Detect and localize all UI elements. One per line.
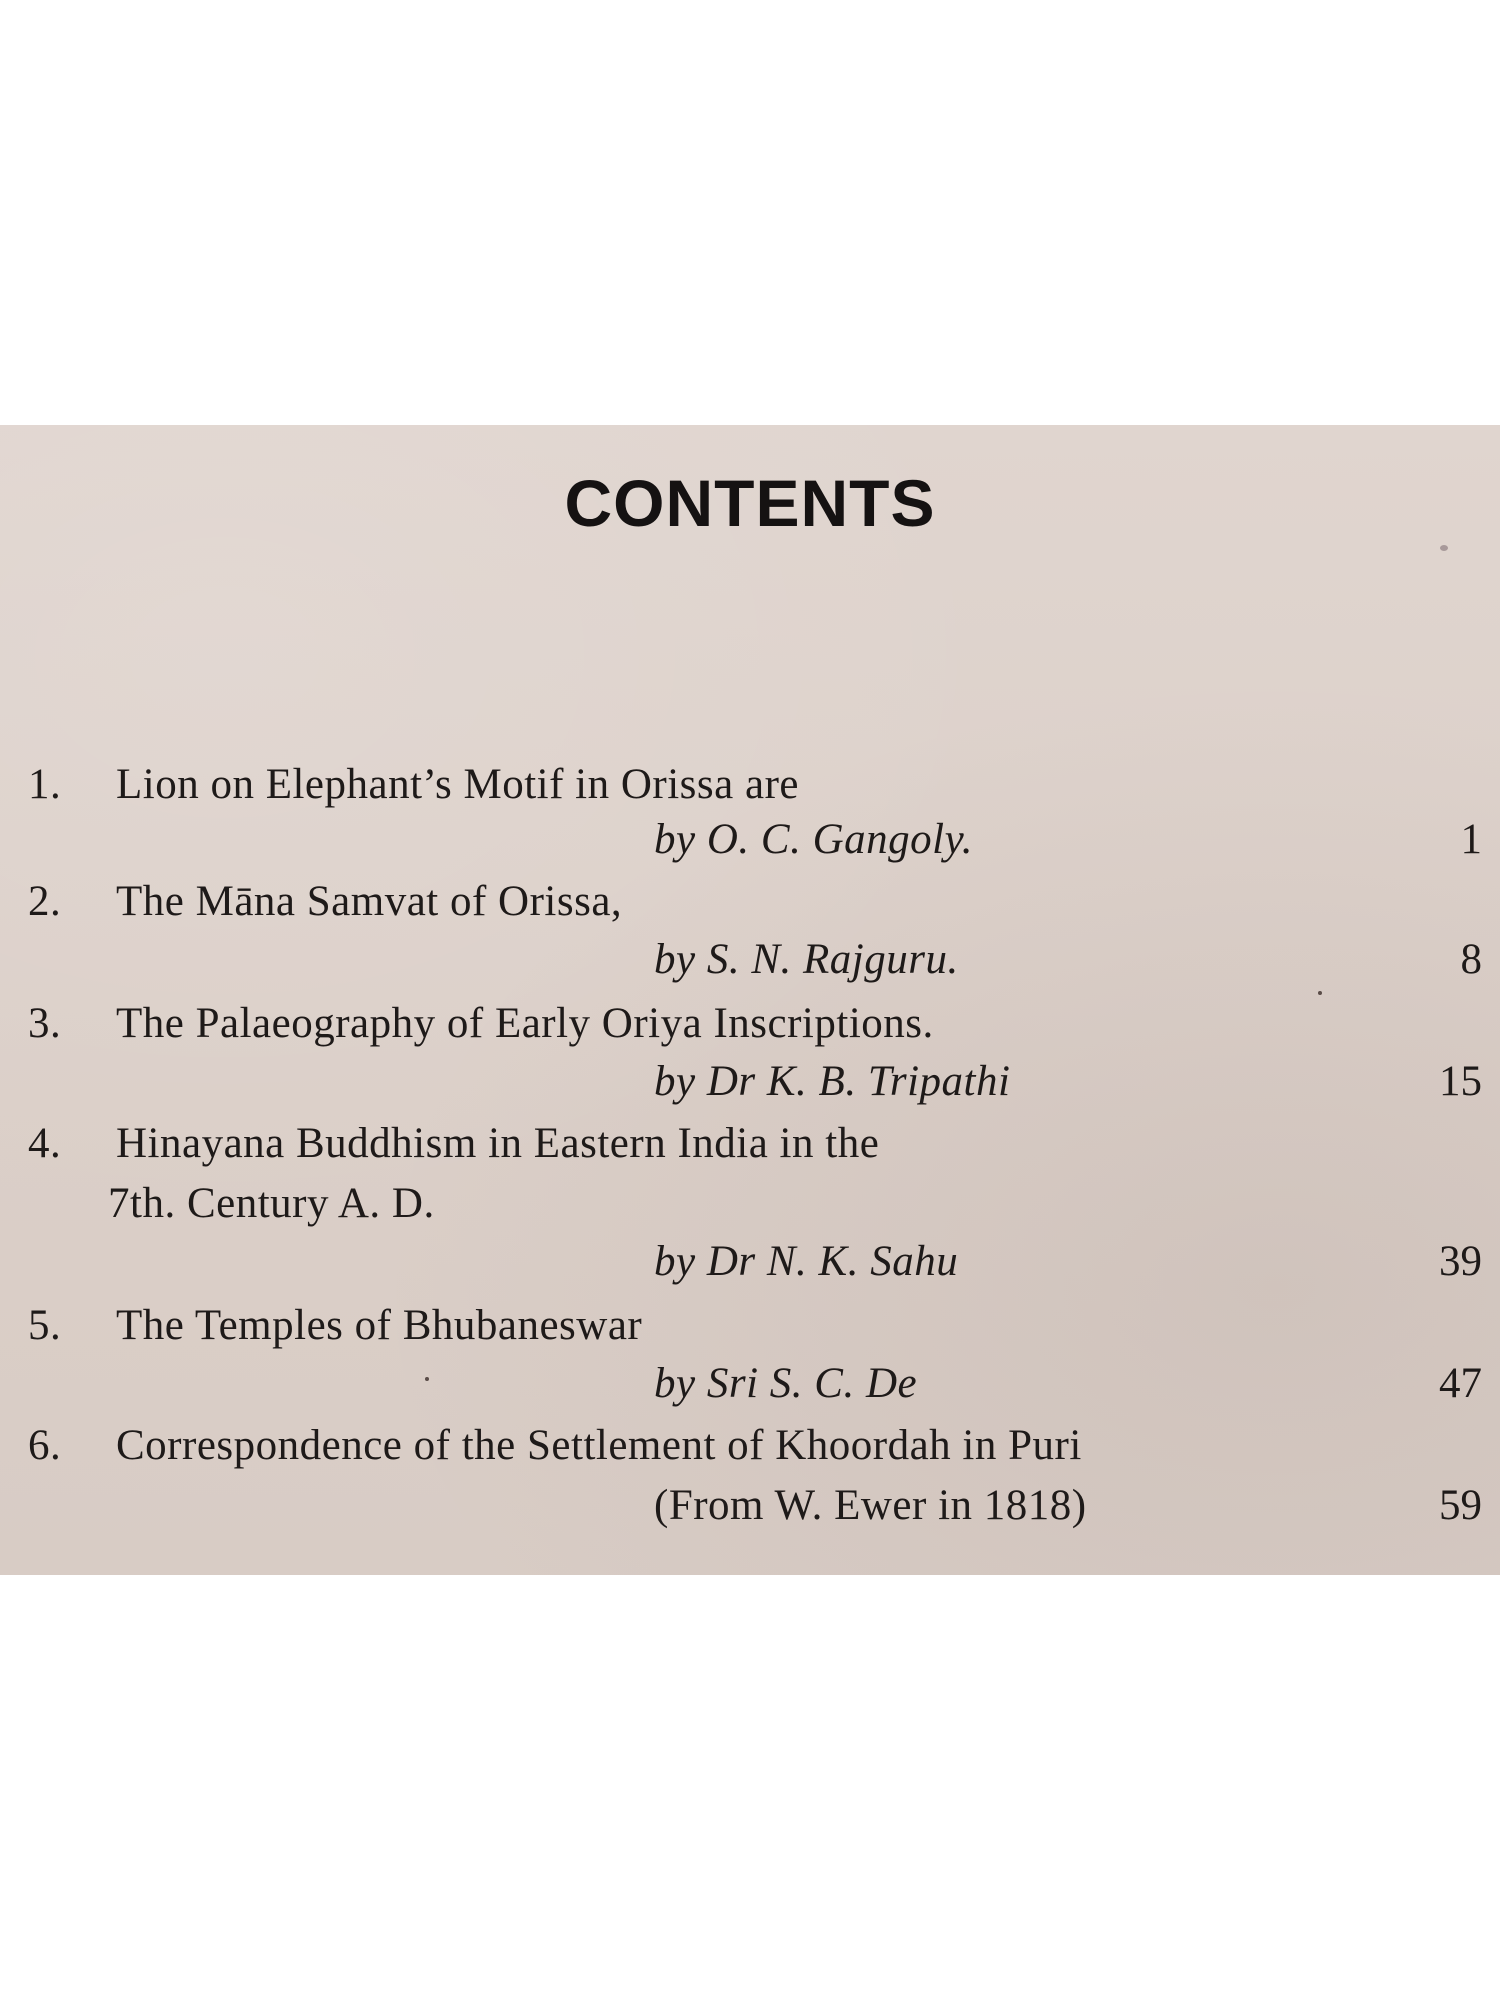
entry-page-number: 1	[1460, 816, 1482, 863]
entry-number: 3.	[28, 1000, 62, 1047]
entry-number: 2.	[28, 878, 62, 925]
entry-number: 1.	[28, 761, 62, 808]
entry-author: by O. C. Gangoly.	[654, 816, 974, 863]
entry-page-number: 15	[1439, 1058, 1482, 1105]
entry-author: by Dr N. K. Sahu	[654, 1238, 959, 1285]
paper-speck	[425, 1377, 429, 1381]
paper-speck	[1440, 545, 1448, 551]
entry-page-number: 59	[1439, 1482, 1482, 1529]
entry-author: by S. N. Rajguru.	[654, 936, 959, 983]
entry-title: The Temples of Bhubaneswar	[116, 1302, 643, 1349]
entry-number: 5.	[28, 1302, 62, 1349]
entry-page-number: 39	[1439, 1238, 1482, 1285]
entry-author: by Dr K. B. Tripathi	[654, 1058, 1011, 1105]
entry-title: The Māna Samvat of Orissa,	[116, 878, 623, 925]
entry-title: Lion on Elephant’s Motif in Orissa are	[116, 761, 799, 808]
entry-number: 4.	[28, 1120, 62, 1167]
entry-title: Correspondence of the Settlement of Khoordah in Puri	[116, 1422, 1082, 1469]
entry-page-number: 47	[1439, 1360, 1482, 1407]
contents-page	[0, 425, 1500, 1575]
entry-author: by Sri S. C. De	[654, 1360, 918, 1407]
entry-number: 6.	[28, 1422, 62, 1469]
entry-title: The Palaeography of Early Oriya Inscriptions.	[116, 1000, 934, 1047]
entry-title: Hinayana Buddhism in Eastern India in the	[116, 1120, 880, 1167]
contents-heading: CONTENTS	[564, 466, 936, 540]
entry-page-number: 8	[1460, 936, 1482, 983]
paper-speck	[1318, 991, 1322, 995]
entry-title-continuation: 7th. Century A. D.	[108, 1180, 435, 1227]
entry-author: (From W. Ewer in 1818)	[654, 1482, 1087, 1529]
